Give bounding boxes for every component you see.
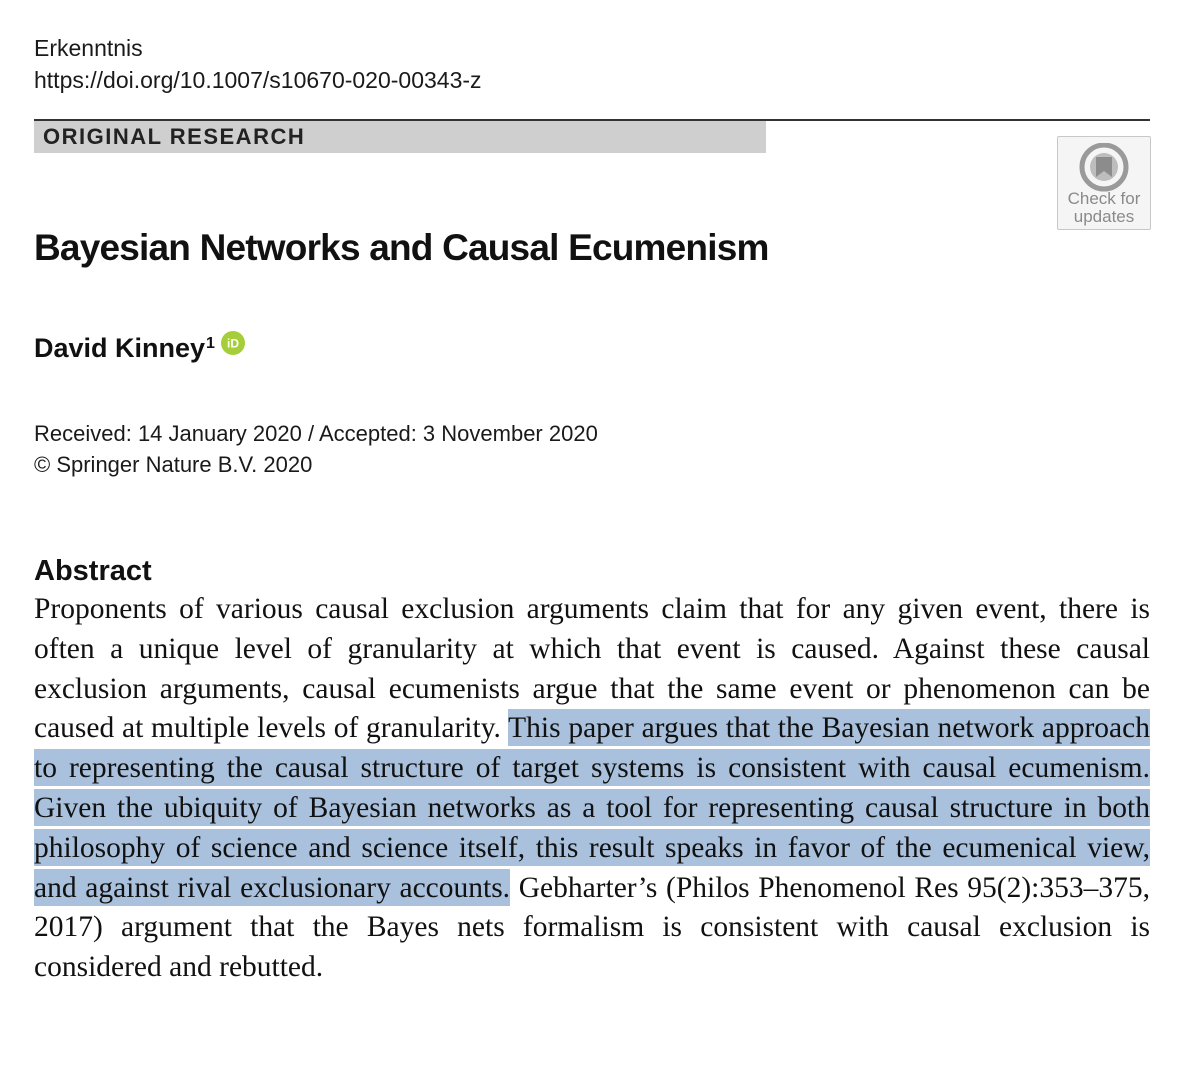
check-for-updates-label: Check for updates: [1067, 189, 1141, 226]
category-label: ORIGINAL RESEARCH: [43, 124, 306, 149]
affiliation-mark: 1: [206, 335, 215, 352]
author-line: [34, 328, 245, 368]
journal-name: Erkenntnis: [34, 35, 143, 61]
category-bar: [34, 121, 766, 153]
abstract-text-after: Gebharter’s (Philos Phenomenol Res 95(2):353–375, 2017) argument that the Bayes nets formalism is consistent with causal exclusion is considered and rebutted.: [34, 871, 1150, 984]
orcid-icon[interactable]: [221, 331, 245, 355]
paper-title: Bayesian Networks and Causal Ecumenism: [34, 227, 769, 268]
crossmark-icon: [1078, 143, 1130, 193]
abstract-highlighted-selection[interactable]: This paper argues that the Bayesian network approach to representing the causal structure of target systems is consistent with causal ecumenism. Given the ubiquity of Bayesian networks as a tool for representing causal structure in both philosophy of science and science itself, this result speaks in favor of the ecumenical view, and against rival exclusionary accounts.: [34, 709, 1150, 905]
author-name[interactable]: David Kinney: [34, 333, 206, 363]
doi-link[interactable]: https://doi.org/10.1007/s10670-020-00343-z: [34, 67, 482, 93]
copyright-notice: © Springer Nature B.V. 2020: [34, 452, 313, 477]
received-accepted-dates: Received: 14 January 2020 / Accepted: 3 November 2020: [34, 421, 598, 446]
abstract-text-before: Proponents of various causal exclusion arguments claim that for any given event, there is often a unique level of granularity at which that event is caused. Against these causal exclusion arguments, causal ecumenists argue that the same event or phenomenon can be caused at multiple levels of granularity.: [34, 593, 1150, 745]
abstract-heading: Abstract: [34, 555, 152, 587]
orcid-label: iD: [226, 336, 239, 351]
check-for-updates-button[interactable]: [1057, 136, 1151, 230]
abstract-text: [34, 590, 1150, 988]
